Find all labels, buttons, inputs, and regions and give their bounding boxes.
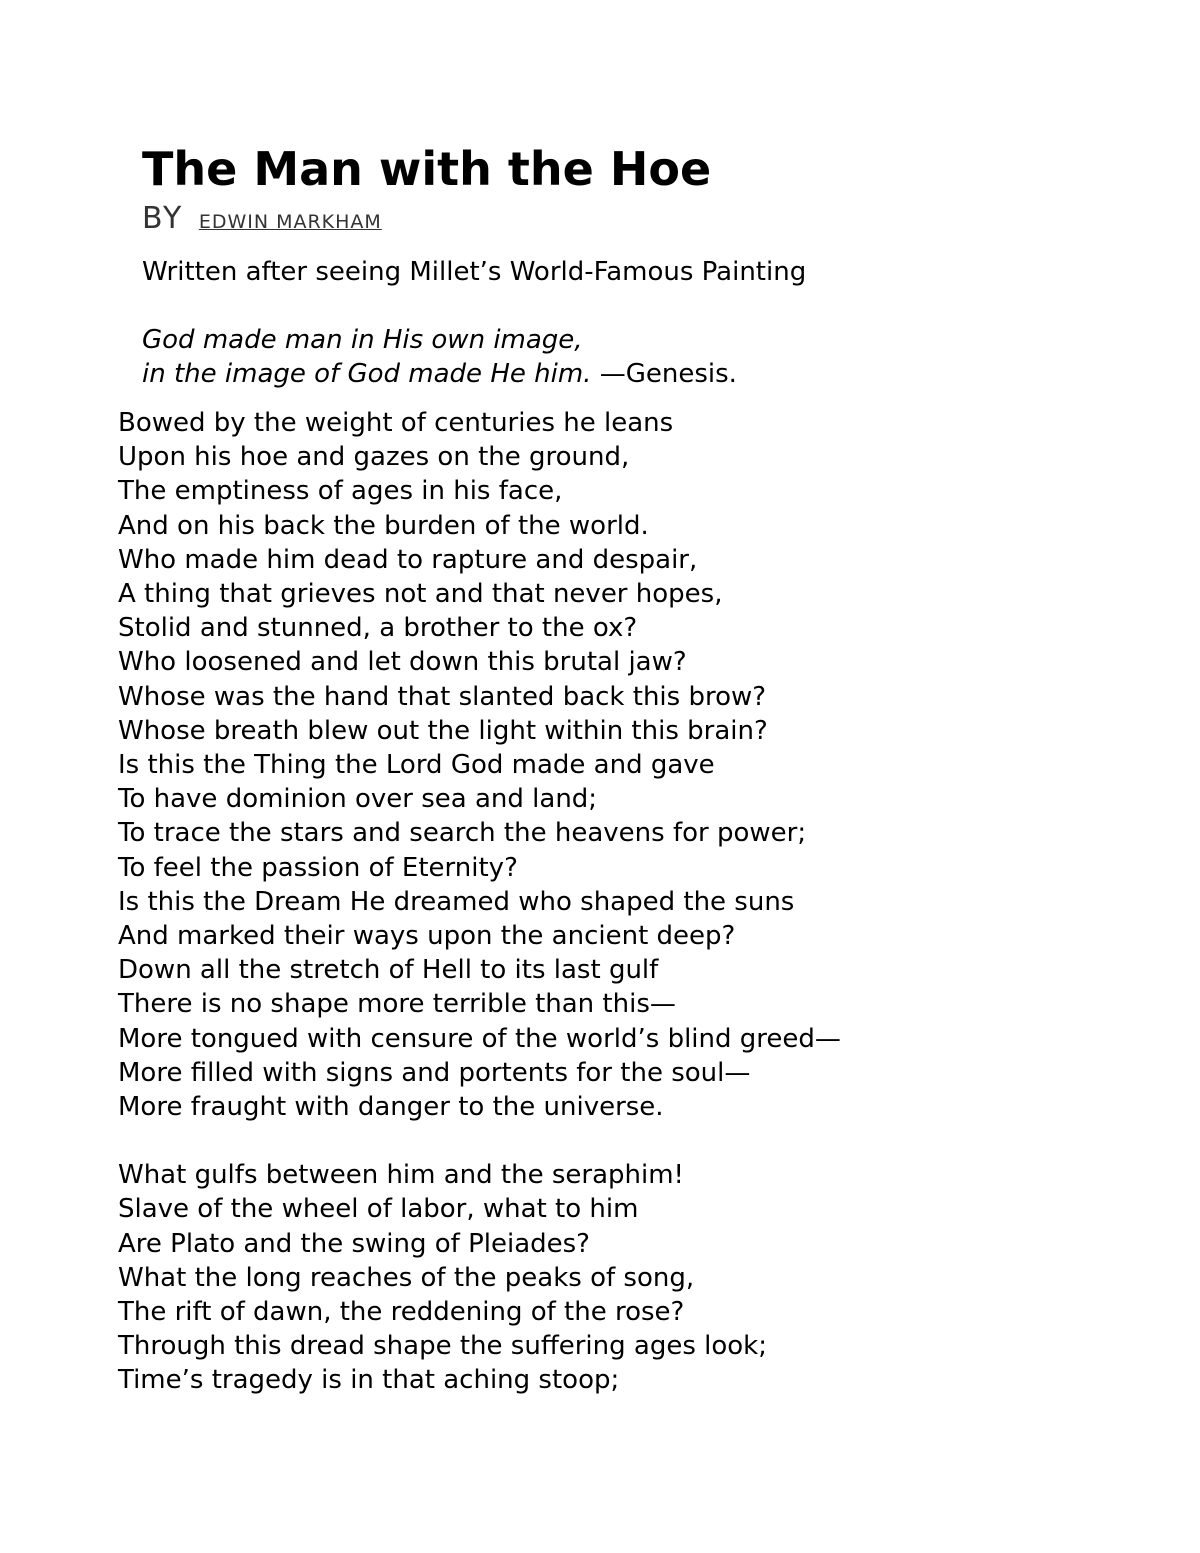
poem-line: Upon his hoe and gazes on the ground, [118,442,630,473]
epigraph-line-1-text: God made man in His own image, [142,325,583,355]
poem-body [118,406,1158,1398]
poem-line: More tongued with censure of the world’s blind greed— [118,1023,841,1054]
poem-line: Are Plato and the swing of Pleiades? [118,1228,590,1259]
poem-title: The Man with the Hoe [142,142,712,196]
poem-line: To trace the stars and search the heavens for power; [118,818,807,849]
poem-line: Through this dread shape the suffering ages look; [118,1331,767,1362]
poem-line: To have dominion over sea and land; [118,784,598,815]
poem-line: Whose breath blew out the light within this brain? [118,715,768,746]
author-link[interactable]: EDWIN MARKHAM [198,211,382,233]
poem-header [142,140,1142,391]
poem-line: Who loosened and let down this brutal jaw? [118,647,687,678]
poem-line: Down all the stretch of Hell to its last gulf [118,955,659,986]
poem-line: More fraught with danger to the universe. [118,1092,664,1123]
epigraph [142,323,1142,391]
poem-line: What gulfs between him and the seraphim! [118,1160,684,1191]
poem-line: Is this the Thing the Lord God made and gave [118,750,715,781]
poem-line: What the long reaches of the peaks of song, [118,1262,695,1293]
poem-line: Is this the Dream He dreamed who shaped the suns [118,886,795,917]
stanza [118,406,1158,1124]
poem-line: There is no shape more terrible than this— [118,989,676,1020]
poem-line: Who made him dead to rapture and despair, [118,544,698,575]
poem-line: Time’s tragedy is in that aching stoop; [118,1365,620,1396]
epigraph-line-2 [142,357,1142,391]
poem-line: The rift of dawn, the reddening of the rose? [118,1297,685,1328]
poem-line: Stolid and stunned, a brother to the ox? [118,613,638,644]
poem-line: And on his back the burden of the world. [118,510,649,541]
poem-line: Bowed by the weight of centuries he leans [118,408,674,438]
byline [142,202,1142,239]
poem-line: Slave of the wheel of labor, what to him [118,1194,639,1225]
byline-prefix: BY [142,201,184,236]
epigraph-line-2-text: in the image of God made He him. [142,359,592,389]
epigraph-line-1 [142,323,1142,357]
poem-line: And marked their ways upon the ancient deep? [118,921,736,952]
poem-line: The emptiness of ages in his face, [118,476,563,507]
poem-line: A thing that grieves not and that never hopes, [118,579,723,610]
epigraph-source: —Genesis. [591,359,737,389]
poem-line: Whose was the hand that slanted back this brow? [118,681,767,712]
poem-subtitle: Written after seeing Millet’s World-Famous Painting [142,257,807,287]
stanza [118,1158,1158,1397]
poem-line: More filled with signs and portents for the soul— [118,1057,751,1088]
poem-line: To feel the passion of Eternity? [118,852,518,883]
